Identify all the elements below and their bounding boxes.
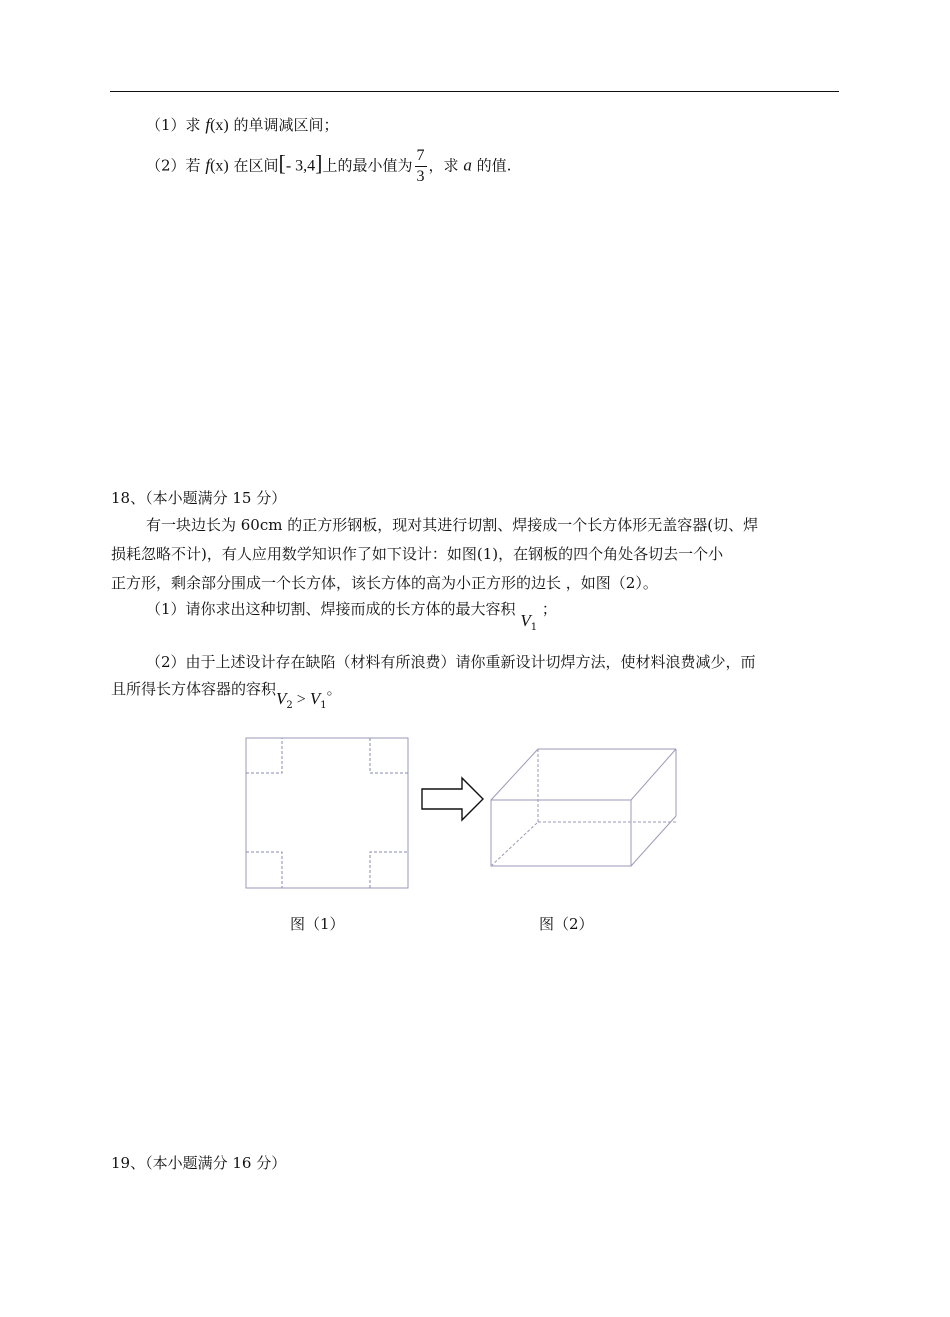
q18-part2-v1-sub: 1	[320, 700, 327, 711]
q17-part2-mid3: ，求	[428, 156, 459, 175]
q17-part2-mid2: 上的最小值为	[322, 156, 413, 175]
figure-2-cuboid	[488, 746, 680, 870]
corner-cut-lines	[246, 738, 408, 888]
q17-part2	[146, 146, 511, 187]
cuboid-front-face	[491, 800, 631, 866]
q18-part2-line1: （2）由于上述设计存在缺陷（材料有所浪费）请你重新设计切焊方法，使材料浪费减少，而	[146, 653, 756, 671]
q18-part1-end: ；	[541, 600, 557, 618]
interval-close-bracket: ]	[315, 150, 323, 176]
q17-part2-mid1: 在区间	[233, 156, 279, 175]
q17-part1-f: f	[205, 115, 211, 134]
interval-open-bracket: [	[278, 150, 286, 176]
right-arrow-icon	[420, 775, 486, 823]
q18-part2-v1: V	[309, 689, 321, 708]
figure-2-caption: 图（2）	[539, 915, 594, 933]
q18-part2-end: 。	[326, 680, 342, 698]
q17-part2-suffix: 的值.	[476, 156, 512, 175]
figure-1-square-sheet	[244, 736, 410, 890]
q17-part2-prefix: （2）若	[146, 156, 201, 175]
q17-part1-suffix: 的单调减区间；	[233, 116, 339, 134]
q17-part2-interval: - 3,4	[285, 157, 316, 175]
q18-part1-sub: 1	[530, 622, 538, 633]
q19-heading: 19、（本小题满分 16 分）	[111, 1154, 287, 1172]
q17-part1	[146, 114, 339, 135]
fraction-numerator: 7	[415, 146, 427, 167]
fraction-seven-thirds	[415, 146, 427, 187]
q18-body-line2: 损耗忽略不计)，有人应用数学知识作了如下设计：如图(1)，在钢板的四个角处各切去一个小	[111, 545, 724, 563]
figure-1-caption: 图（1）	[290, 915, 345, 933]
header-rule	[110, 91, 839, 92]
q18-part1-text: （1）请你求出这种切割、焊接而成的长方体的最大容积	[146, 600, 516, 618]
corner-cut-top-left	[246, 738, 282, 773]
corner-cut-bottom-left	[246, 852, 282, 888]
q17-part2-f: f	[205, 155, 211, 175]
q18-part2-v2: V	[276, 689, 287, 708]
q18-part2-v2-sub: 2	[286, 700, 293, 711]
sheet-outline	[246, 738, 408, 888]
q17-part2-var-a: a	[463, 155, 472, 175]
q18-part1-var: V	[520, 611, 531, 630]
q18-part2-text: 且所得长方体容器的容积	[111, 680, 277, 698]
fraction-denominator: 3	[416, 168, 425, 185]
q18-body-line1: 有一块边长为 60cm 的正方形钢板，现对其进行切割、焊接成一个长方体形无盖容器(切、焊	[146, 516, 759, 534]
corner-cut-top-right	[370, 738, 408, 773]
q17-part1-prefix: （1）求	[146, 116, 201, 134]
cuboid-solid-edges	[491, 749, 676, 866]
q18-part2-gt: >	[292, 691, 310, 708]
q18-part2-line2	[111, 678, 342, 711]
q18-part1	[146, 598, 557, 633]
corner-cut-bottom-right	[370, 852, 408, 888]
q17-part2-arg: (x)	[210, 157, 229, 175]
q18-heading: 18、（本小题满分 15 分）	[111, 489, 287, 507]
cuboid-hidden-edges	[491, 749, 676, 866]
q18-body-line3: 正方形，剩余部分围成一个长方体，该长方体的高为小正方形的边长 ，如图（2）。	[111, 574, 658, 592]
q17-part1-arg: (x)	[210, 117, 229, 134]
